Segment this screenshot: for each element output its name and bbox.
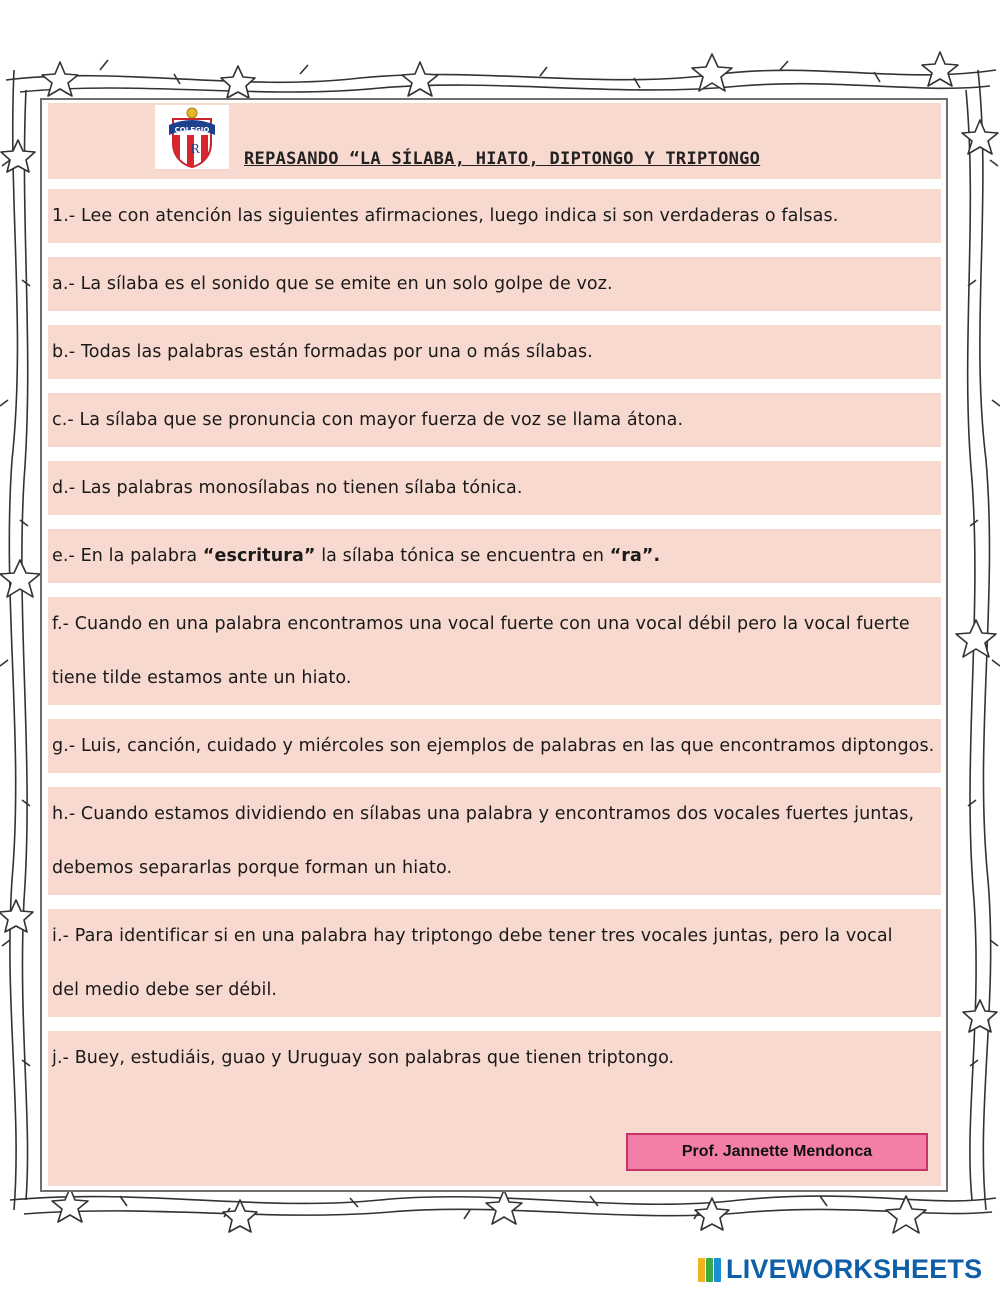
statement-text-part: la sílaba tónica se encuentra en xyxy=(315,546,610,566)
statement-text: b.- Todas las palabras están formadas por una o más sílabas. xyxy=(52,342,593,362)
instruction-row xyxy=(48,189,941,243)
statement-row-c[interactable] xyxy=(48,393,941,447)
school-logo xyxy=(155,105,229,169)
statement-row-f[interactable] xyxy=(48,597,941,705)
statement-text-line2: debemos separarlas porque forman un hiato. xyxy=(52,858,453,878)
statement-text: a.- La sílaba es el sonido que se emite en un solo golpe de voz. xyxy=(52,274,613,294)
bold-word: “escritura” xyxy=(202,546,316,566)
statement-row-d[interactable] xyxy=(48,461,941,515)
bold-word: “ra”. xyxy=(609,546,661,566)
statement-text: c.- La sílaba que se pronuncia con mayor fuerza de voz se llama átona. xyxy=(52,410,684,430)
worksheet-title: REPASANDO “LA SÍLABA, HIATO, DIPTONGO Y TRIPTONGO xyxy=(244,149,761,169)
statement-text-line1: f.- Cuando en una palabra encontramos una vocal fuerte con una vocal débil pero la vocal fuerte xyxy=(52,614,910,634)
statement-row-h[interactable] xyxy=(48,787,941,895)
statement-text xyxy=(52,529,941,583)
statement-row-a[interactable] xyxy=(48,257,941,311)
statement-row-g[interactable] xyxy=(48,719,941,773)
statement-text-line2: tiene tilde estamos ante un hiato. xyxy=(52,668,352,688)
statement-text: d.- Las palabras monosílabas no tienen sílaba tónica. xyxy=(52,478,523,498)
statement-text-line2: del medio debe ser débil. xyxy=(52,980,278,1000)
statement-text-line1: i.- Para identificar si en una palabra hay triptongo debe tener tres vocales juntas, pero la vocal xyxy=(52,926,893,946)
svg-text:R: R xyxy=(190,142,200,156)
statement-row-e[interactable] xyxy=(48,529,941,583)
statement-text: j.- Buey, estudiáis, guao y Uruguay son palabras que tienen triptongo. xyxy=(52,1048,675,1068)
svg-text:COLEGIO: COLEGIO xyxy=(174,126,210,134)
statement-text: g.- Luis, canción, cuidado y miércoles son ejemplos de palabras en las que encontramos diptongos. xyxy=(52,736,935,756)
instruction-text: 1.- Lee con atención las siguientes afirmaciones, luego indica si son verdaderas o falsas. xyxy=(52,206,839,226)
statement-row-i[interactable] xyxy=(48,909,941,1017)
statement-row-b[interactable] xyxy=(48,325,941,379)
liveworksheets-logo-icon xyxy=(698,1258,722,1282)
statement-text-line1: h.- Cuando estamos dividiendo en sílabas una palabra y encontramos dos vocales fuertes juntas, xyxy=(52,804,915,824)
author-label: Prof. Jannette Mendonca xyxy=(626,1133,928,1171)
liveworksheets-brand[interactable]: LIVEWORKSHEETS xyxy=(726,1254,983,1284)
statement-text-part: e.- En la palabra xyxy=(52,546,203,566)
